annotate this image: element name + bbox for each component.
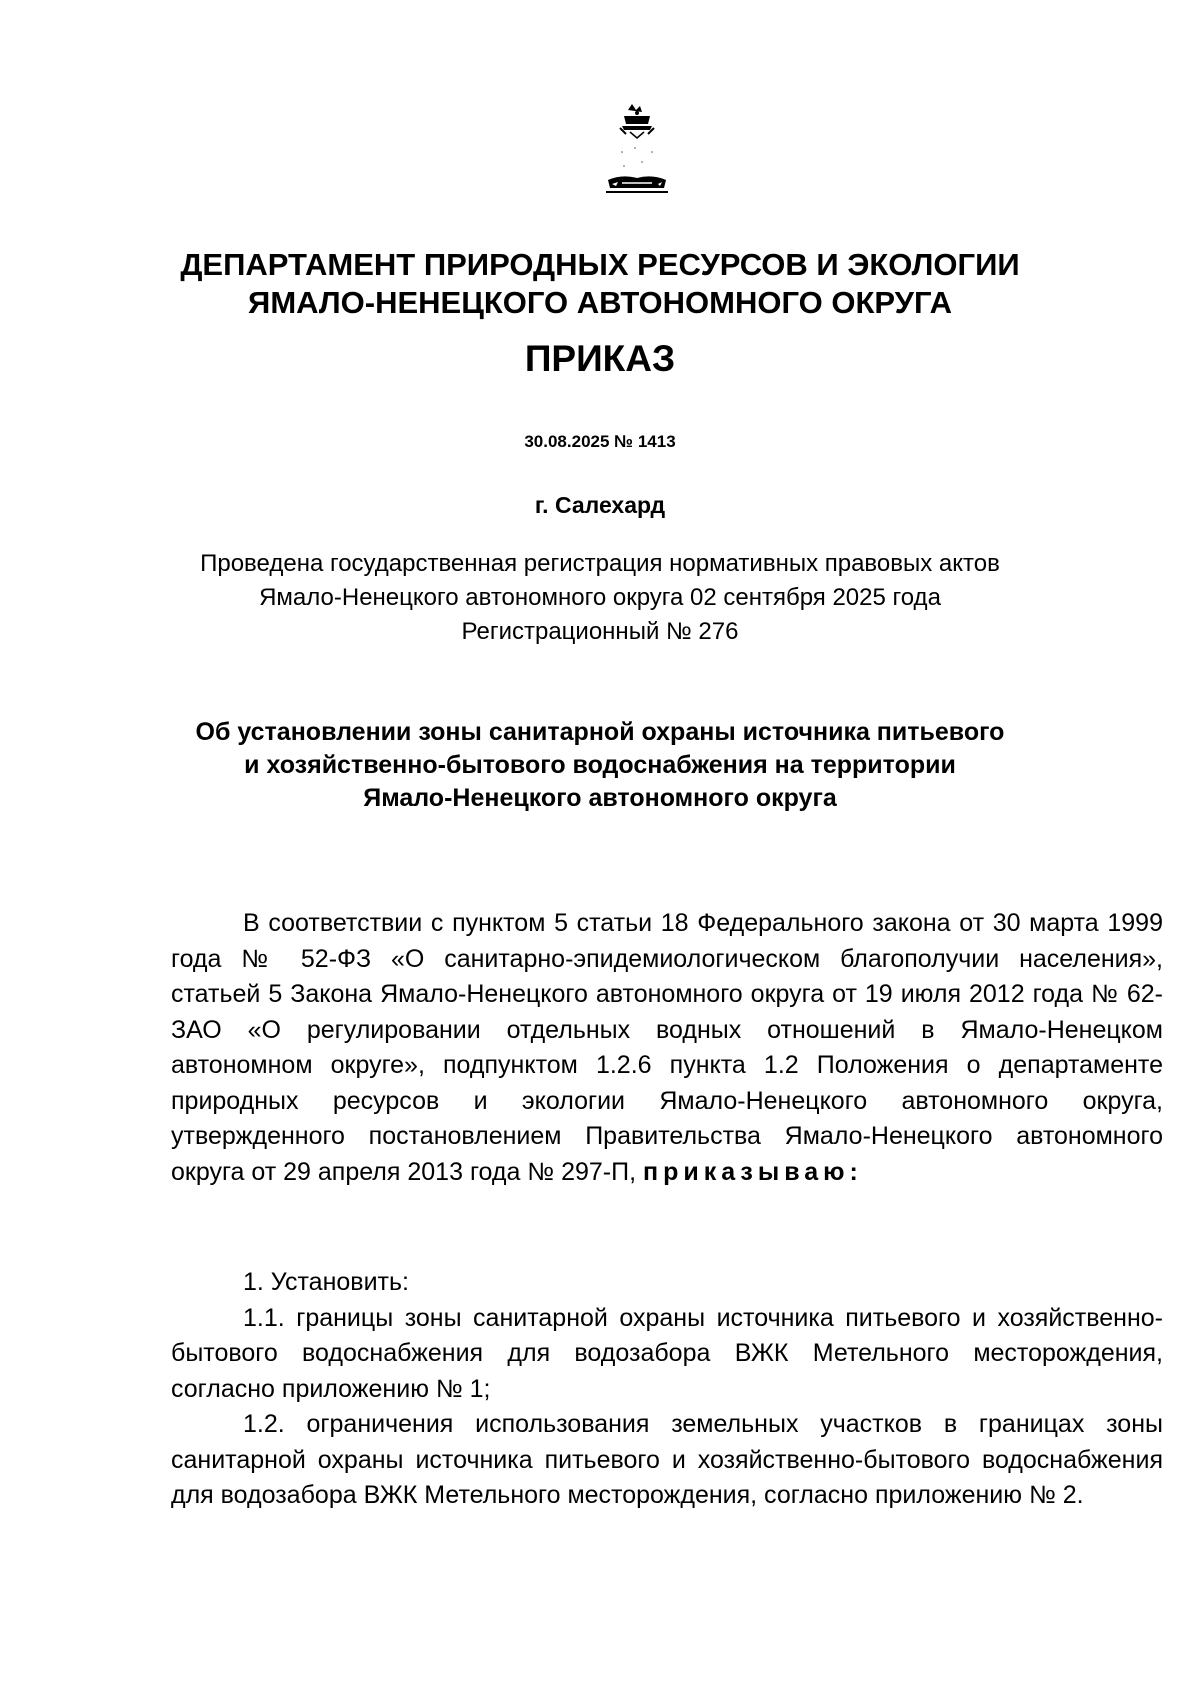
preamble-text: В соответствии с пунктом 5 статьи 18 Федерального закона от 30 марта 1999 года № 52-ФЗ «О санитарно-эпидемиологическом благополучии населения», статьей 5 Закона Ямало-Ненецкого автономного округа от 19 июля 2012 года № 62-ЗАО «О регулировании отдельных водных отношений в Ямало-Ненецком автономном округе», подпунктом 1.2.6 пункта 1.2 Положения о департаменте природных ресурсов и экологии Ямало-Ненецкого автономного округа, утвержденного постановлением Правительства Ямало-Ненецкого автономного округа от 29 апреля 2013 года № 297-П,	[171, 909, 1163, 1186]
item-1-1: 1.1. границы зоны санитарной охраны источника питьевого и хозяйственно-бытового водоснабжения для водозабора ВЖК Метельного месторождения, согласно приложению № 1;	[171, 1303, 1163, 1403]
item-1: 1. Установить:	[243, 1268, 409, 1296]
document-type: ПРИКАЗ	[524, 338, 676, 379]
preamble-paragraph	[171, 906, 1163, 1190]
registration-line-3: Регистрационный № 276	[461, 618, 739, 645]
department-name	[0, 246, 1200, 322]
registration-line-2: Ямало-Ненецкого автономного округа 02 сентября 2025 года	[259, 584, 941, 611]
city: г. Салехард	[534, 492, 666, 518]
registration-line-1: Проведена государственная регистрация нормативных правовых актов	[200, 550, 1000, 577]
department-line-2: ЯМАЛО-НЕНЕЦКОГО АВТОНОМНОГО ОКРУГА	[248, 285, 952, 320]
order-items	[171, 1265, 1163, 1514]
subject-line-2: и хозяйственно-бытового водоснабжения на территории	[244, 751, 956, 779]
registration-note	[0, 547, 1200, 649]
emblem-icon	[602, 104, 672, 216]
subject-line-3: Ямало-Ненецкого автономного округа	[363, 784, 837, 812]
date-number: 30.08.2025 № 1413	[524, 432, 676, 451]
item-1-2: 1.2. ограничения использования земельных участков в границах зоны санитарной охраны источника питьевого и хозяйственно-бытового водоснабжения для водозабора ВЖК Метельного месторождения, согласно приложению № 2.	[171, 1410, 1163, 1509]
subject-line-1: Об установлении зоны санитарной охраны источника питьевого	[195, 718, 1005, 746]
order-word: приказываю:	[642, 1157, 863, 1186]
department-line-1: ДЕПАРТАМЕНТ ПРИРОДНЫХ РЕСУРСОВ И ЭКОЛОГИИ	[180, 247, 1020, 282]
document-subject	[0, 716, 1200, 815]
